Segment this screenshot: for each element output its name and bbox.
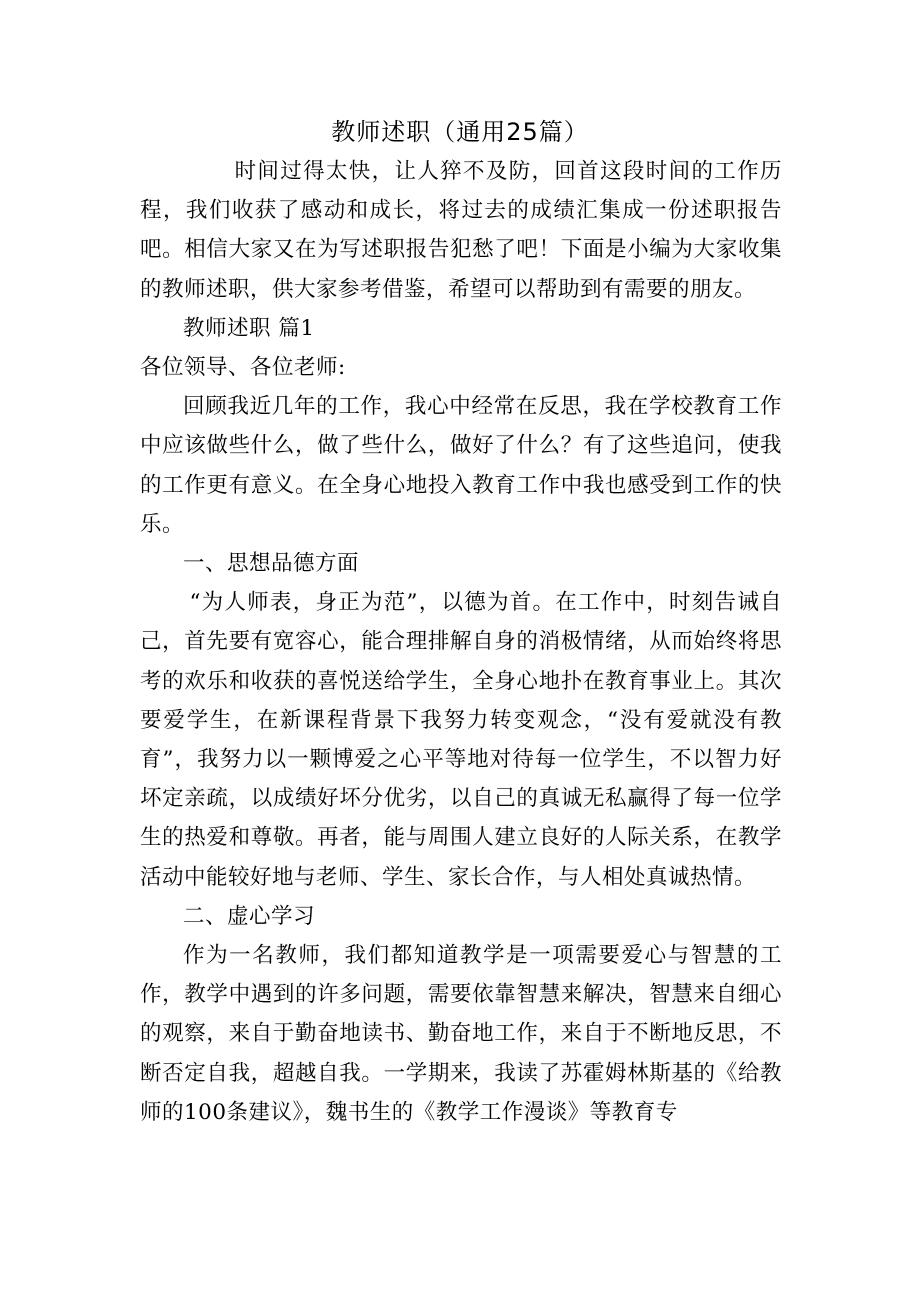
article-heading: 教师述职 篇1 — [183, 315, 315, 341]
intro-paragraph: 时间过得太快，让人猝不及防，回首这段时间的工作历程，我们收获了感动和成长，将过去的成绩汇集成一份述职报告吧。相信大家又在为写述职报告犯愁了吧！下面是小编为大家收集的教师述职，供大家参考借鉴，希望可以帮助到有需要的朋友。 — [140, 159, 782, 302]
document-title: 教师述职（通用25篇） — [331, 118, 589, 146]
paragraph-1: 回顾我近几年的工作，我心中经常在反思，我在学校教育工作中应该做些什么，做了些什么，做好了什么？有了这些追问，使我的工作更有意义。在全身心地投入教育工作中我也感受到工作的快乐。 — [140, 394, 782, 537]
salutation: 各位领导、各位老师: — [140, 355, 346, 381]
section-1-heading: 一、思想品德方面 — [183, 551, 360, 577]
section-2-heading: 二、虚心学习 — [183, 903, 316, 929]
section-2-text: 作为一名教师，我们都知道教学是一项需要爱心与智慧的工作，教学中遇到的许多问题，需要依靠智慧来解决，智慧来自细心的观察，来自于勤奋地读书、勤奋地工作，来自于不断地反思，不断否定自我，超越自我。一学期来，我读了苏霍姆林斯基的《给教师的100条建议》，魏书生的《教学工作漫谈》等教育专 — [140, 943, 782, 1125]
section-1-text: “为人师表，身正为范”，以德为首。在工作中，时刻告诫自己，首先要有宽容心，能合理排解自身的消极情绪，从而始终将思考的欢乐和收获的喜悦送给学生，全身心地扑在教育事业上。其次要爱学生，在新课程背景下我努力转变观念，“没有爱就没有教育”，我努力以一颗博爱之心平等地对待每一位学生，不以智力好坏定亲疏，以成绩好坏分优劣，以自己的真诚无私赢得了每一位学生的热爱和尊敬。再者，能与周围人建立良好的人际关系，在教学活动中能较好地与老师、学生、家长合作，与人相处真诚热情。 — [140, 590, 782, 890]
document-body — [140, 152, 782, 1132]
